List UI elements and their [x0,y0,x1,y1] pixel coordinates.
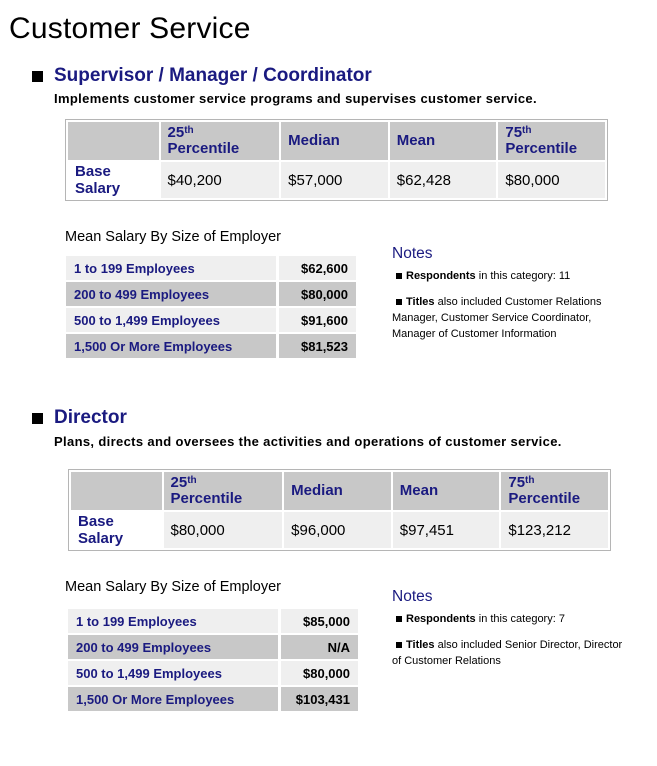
size-value: $80,000 [281,661,358,685]
size-table-title: Mean Salary By Size of Employer [65,229,281,245]
size-label: 500 to 1,499 Employees [68,661,281,685]
value-25th-percentile: $80,000 [164,512,283,548]
size-row [66,334,356,358]
header-75th-percentile: 75th Percentile [498,122,605,160]
size-row [68,609,358,633]
size-row [68,661,358,685]
page-title: Customer Service [9,12,251,45]
row-label-base-salary: Base Salary [71,512,162,548]
notes-title: Notes [392,245,433,262]
size-table-title: Mean Salary By Size of Employer [65,579,281,595]
square-bullet-icon [396,299,402,305]
size-row [68,687,358,711]
section-description: Implements customer service programs and supervises customer service. [54,91,537,106]
header-75th-percentile: 75th Percentile [501,472,608,510]
size-label: 1,500 Or More Employees [68,687,281,711]
size-label: 1,500 Or More Employees [66,334,279,358]
header-blank-cell [71,472,162,510]
size-value: $103,431 [281,687,358,711]
value-median: $96,000 [284,512,391,548]
size-label: 200 to 499 Employees [68,635,281,659]
value-mean: $97,451 [393,512,500,548]
section-title: Supervisor / Manager / Coordinator [54,65,372,86]
note-titles: Titles also included Senior Director, Director of Customer Relations [392,639,623,667]
header-mean: Mean [390,122,497,160]
header-median: Median [281,122,388,160]
header-blank-cell [68,122,159,160]
square-bullet-icon [396,273,402,279]
note-titles: Titles also included Customer Relations Manager, Customer Service Coordinator, Manager of Customer Information [392,296,602,340]
size-value: $81,523 [279,334,356,358]
section-title: Director [54,407,127,428]
section-description: Plans, directs and oversees the activities and operations of customer service. [54,434,562,449]
value-25th-percentile: $40,200 [161,162,280,198]
header-25th-percentile: 25th Percentile [161,122,280,160]
square-bullet-icon [32,413,43,424]
notes-title: Notes [392,588,433,605]
salary-table [65,119,608,201]
square-bullet-icon [32,71,43,82]
size-label: 1 to 199 Employees [68,609,281,633]
size-table [68,607,358,713]
size-row [68,635,358,659]
value-75th-percentile: $80,000 [498,162,605,198]
size-value: $62,600 [279,256,356,280]
size-row [66,256,356,280]
section-heading [32,65,372,87]
header-mean: Mean [393,472,500,510]
row-label-base-salary: Base Salary [68,162,159,198]
size-label: 200 to 499 Employees [66,282,279,306]
size-row [66,308,356,332]
size-value: $80,000 [279,282,356,306]
size-value: $85,000 [281,609,358,633]
size-value: N/A [281,635,358,659]
note-respondents: Respondents in this category: 7 [392,611,632,627]
size-label: 500 to 1,499 Employees [66,308,279,332]
header-25th-percentile: 25th Percentile [164,472,283,510]
size-row [66,282,356,306]
value-median: $57,000 [281,162,388,198]
value-75th-percentile: $123,212 [501,512,608,548]
header-median: Median [284,472,391,510]
size-value: $91,600 [279,308,356,332]
size-table [66,254,356,360]
section-heading [32,407,127,429]
size-label: 1 to 199 Employees [66,256,279,280]
note-respondents: Respondents in this category: 11 [392,268,632,284]
salary-table [68,469,611,551]
square-bullet-icon [396,642,402,648]
value-mean: $62,428 [390,162,497,198]
square-bullet-icon [396,616,402,622]
